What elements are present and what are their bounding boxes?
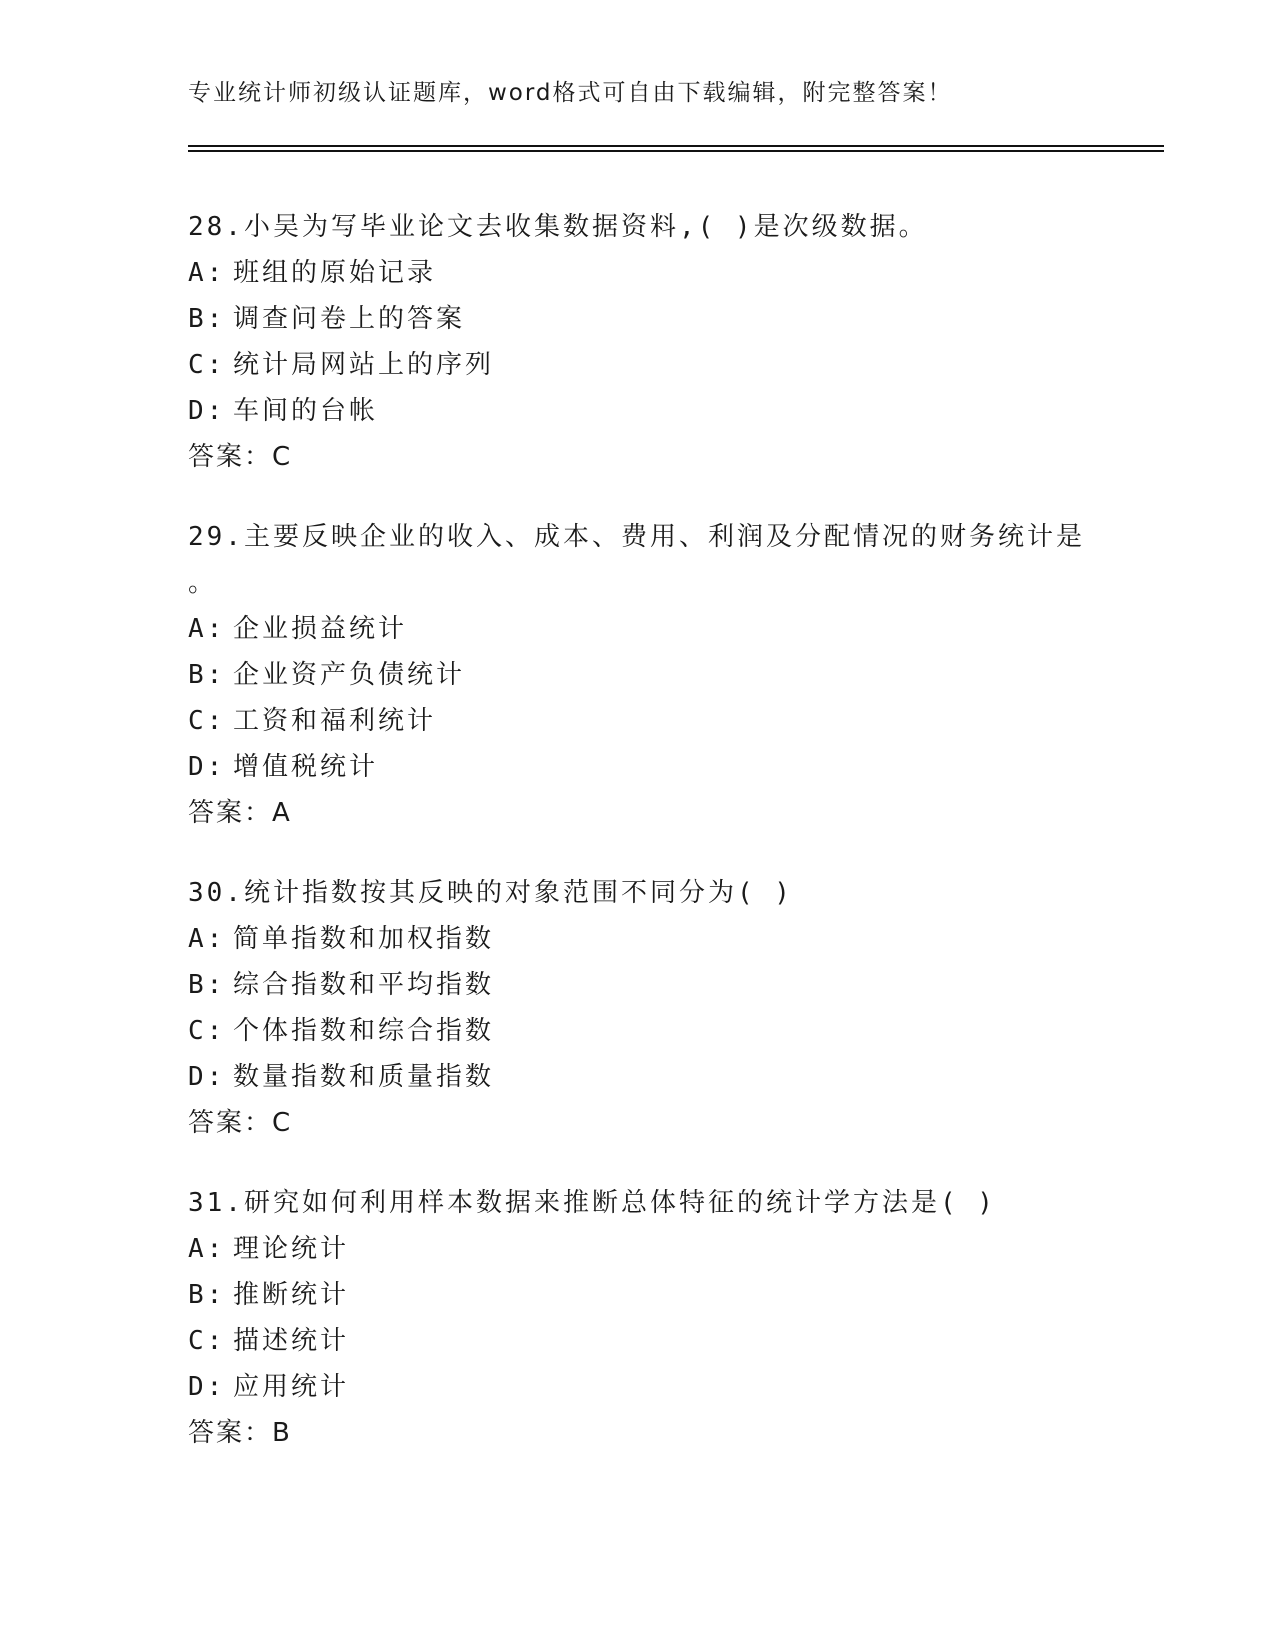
question-stem-text: 29.主要反映企业的收入、成本、费用、利润及分配情况的财务统计是 — [188, 522, 1085, 552]
option-c — [188, 1318, 1168, 1364]
option-key: C: — [188, 1016, 226, 1046]
question-stem: 30.统计指数按其反映的对象范围不同分为( ) — [188, 878, 793, 908]
option-text: 调查问卷上的答案 — [233, 304, 466, 334]
option-text: 描述统计 — [233, 1326, 350, 1356]
header-rule-thick — [188, 145, 1164, 147]
option-b — [188, 1272, 1168, 1318]
option-b — [188, 962, 1168, 1008]
question-29 — [188, 514, 1168, 836]
option-a — [188, 916, 1168, 962]
option-key: B: — [188, 970, 226, 1000]
option-text: 综合指数和平均指数 — [233, 970, 495, 1000]
header-rule-thin — [188, 150, 1164, 152]
option-text: 个体指数和综合指数 — [233, 1016, 495, 1046]
option-text: 工资和福利统计 — [233, 706, 437, 736]
option-text: 简单指数和加权指数 — [233, 924, 495, 954]
option-key: A: — [188, 258, 226, 288]
answer: 答案：B — [188, 1418, 292, 1448]
option-key: B: — [188, 304, 226, 334]
option-d — [188, 744, 1168, 790]
option-text: 理论统计 — [233, 1234, 350, 1264]
option-c — [188, 342, 1168, 388]
option-key: C: — [188, 1326, 226, 1356]
option-text: 应用统计 — [233, 1372, 350, 1402]
option-key: D: — [188, 1372, 226, 1402]
option-text: 增值税统计 — [233, 752, 379, 782]
option-key: D: — [188, 752, 226, 782]
option-b — [188, 652, 1168, 698]
option-key: A: — [188, 924, 226, 954]
option-text: 推断统计 — [233, 1280, 350, 1310]
option-d — [188, 1364, 1168, 1410]
option-a — [188, 250, 1168, 296]
answer: 答案：C — [188, 1108, 293, 1138]
question-stem: 28.小吴为写毕业论文去收集数据资料,( )是次级数据。 — [188, 212, 928, 242]
option-key: D: — [188, 396, 226, 426]
option-c — [188, 1008, 1168, 1054]
option-key: C: — [188, 706, 226, 736]
option-d — [188, 388, 1168, 434]
question-stem-end: 。 — [188, 568, 218, 598]
option-a — [188, 606, 1168, 652]
question-31 — [188, 1180, 1168, 1456]
option-text: 企业资产负债统计 — [233, 660, 466, 690]
question-stem: 31.研究如何利用样本数据来推断总体特征的统计学方法是( ) — [188, 1188, 996, 1218]
option-text: 企业损益统计 — [233, 614, 408, 644]
question-30 — [188, 870, 1168, 1146]
answer: 答案：A — [188, 798, 292, 828]
option-key: B: — [188, 660, 226, 690]
option-text: 车间的台帐 — [233, 396, 379, 426]
option-key: C: — [188, 350, 226, 380]
option-text: 班组的原始记录 — [233, 258, 437, 288]
question-stem — [188, 514, 1168, 606]
answer: 答案：C — [188, 442, 293, 472]
question-list — [188, 204, 1168, 1490]
option-d — [188, 1054, 1168, 1100]
option-text: 数量指数和质量指数 — [233, 1062, 495, 1092]
option-text: 统计局网站上的序列 — [233, 350, 495, 380]
option-key: D: — [188, 1062, 226, 1092]
option-a — [188, 1226, 1168, 1272]
option-b — [188, 296, 1168, 342]
document-header: 专业统计师初级认证题库，word格式可自由下载编辑，附完整答案！ — [188, 80, 953, 106]
option-key: A: — [188, 1234, 226, 1264]
option-c — [188, 698, 1168, 744]
option-key: A: — [188, 614, 226, 644]
question-28 — [188, 204, 1168, 480]
option-key: B: — [188, 1280, 226, 1310]
